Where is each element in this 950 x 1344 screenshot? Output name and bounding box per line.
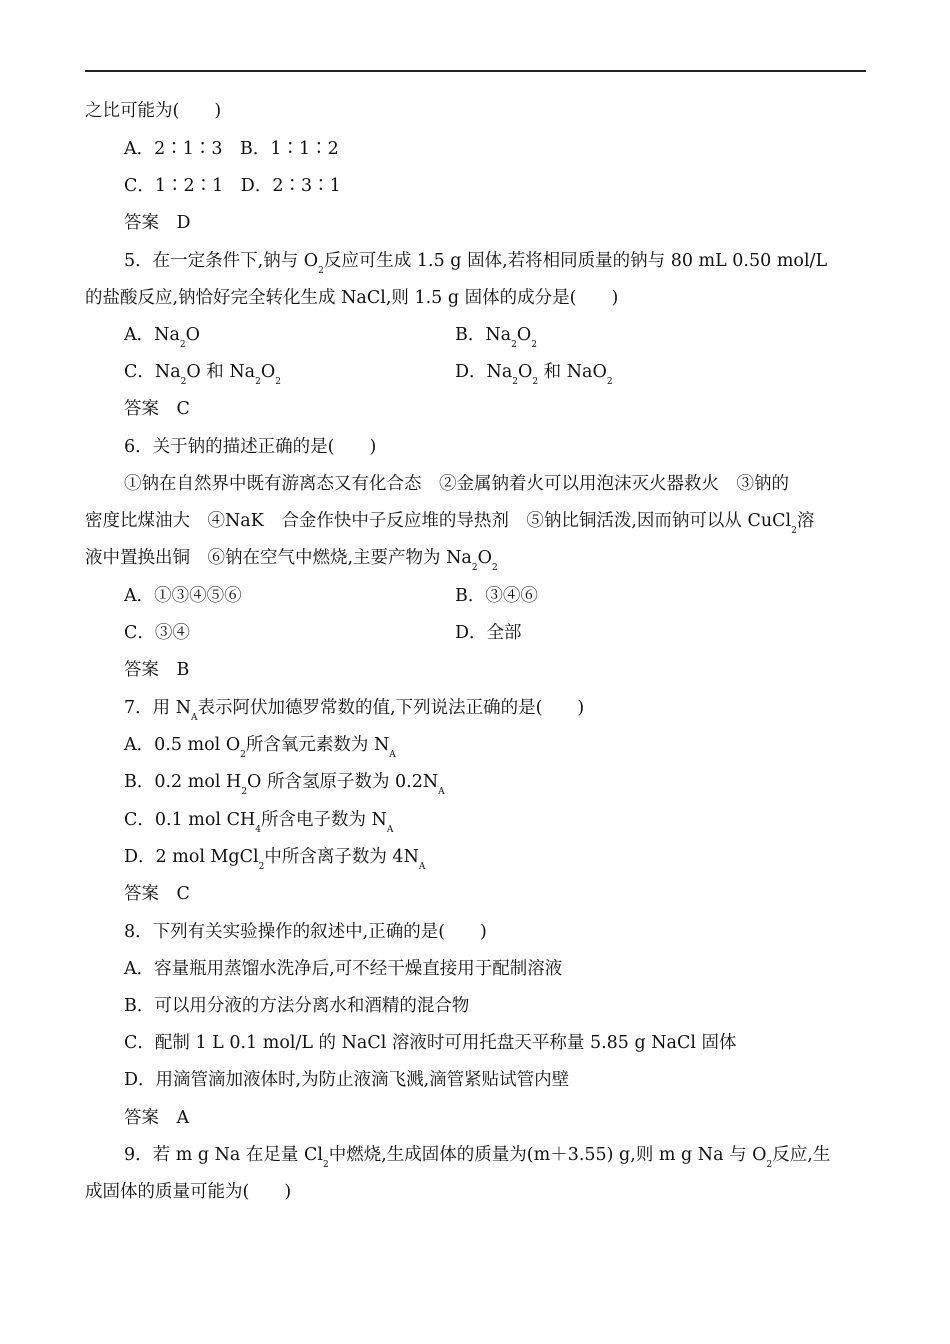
q6-statements-line2: 密度比煤油大 ④NaK 合金作快中子反应堆的导热剂 ⑤钠比铜活泼,因而钠可以从 CuCl$_2$溶: [85, 511, 815, 536]
q4-options-ab: A．2∶1∶3 B．1∶1∶2: [124, 139, 339, 159]
q5-stem-line1: 5．在一定条件下,钠与 $O_2$反应可生成 1.5 g 固体,若将相同质量的钠与 80 mL 0.50 mol/L: [124, 251, 828, 276]
q7-answer: 答案 C: [124, 884, 190, 904]
q7-option-a: A．0.5 mol $O_2$所含氧元素数为 $N_A$: [124, 735, 396, 760]
q8-answer: 答案 A: [124, 1108, 190, 1128]
q6-statements-line1: ①钠在自然界中既有游离态又有化合态 ②金属钠着火可以用泡沫灭火器救火 ③钠的: [124, 474, 789, 494]
q6-option-c: C．③④: [124, 623, 190, 643]
q6-answer: 答案 B: [124, 660, 190, 680]
q7-stem: 7．用 $N_A$表示阿伏加德罗常数的值,下列说法正确的是( ): [124, 698, 585, 723]
q6-option-b: B．③④⑥: [455, 586, 538, 606]
q4-answer: 答案 D: [124, 213, 191, 233]
q5-answer: 答案 C: [124, 399, 190, 419]
q6-option-d: D．全部: [455, 623, 522, 643]
q8-option-c: C．配制 1 L 0.1 mol/L 的 NaCl 溶液时可用托盘天平称量 5.85 g NaCl 固体: [124, 1033, 737, 1053]
q9-stem-line2: 成固体的质量可能为( ): [85, 1182, 292, 1202]
q7-option-b: B．0.2 mol $H_2O$ 所含氢原子数为 $0.2N_A$: [124, 772, 445, 797]
q6-option-a: A．①③④⑤⑥: [124, 586, 242, 606]
q5-option-d: D．$Na_2O_2$ 和 NaO$_2$: [455, 362, 613, 387]
q5-option-a: A．$Na_2O$: [124, 325, 200, 350]
q7-option-c: C．0.1 mol $CH_4$所含电子数为 $N_A$: [124, 810, 394, 835]
q8-stem: 8．下列有关实验操作的叙述中,正确的是( ): [124, 922, 487, 942]
q4-options-cd: C．1∶2∶1 D．2∶3∶1: [124, 176, 341, 196]
q5-stem-line2: 的盐酸反应,钠恰好完全转化生成 NaCl,则 1.5 g 固体的成分是( ): [85, 288, 619, 308]
q6-statements-line3: 液中置换出铜 ⑥钠在空气中燃烧,主要产物为 $Na_2O_2$: [85, 548, 498, 573]
q7-option-d: D．2 mol MgCl$_2$中所含离子数为 $4N_A$: [124, 847, 426, 872]
q6-stem: 6．关于钠的描述正确的是( ): [124, 437, 377, 457]
q8-option-b: B．可以用分液的方法分离水和酒精的混合物: [124, 996, 470, 1016]
q9-stem-line1: 9．若 m g Na 在足量 $Cl_2$中燃烧,生成固体的质量为(m＋3.55) g,则 m g Na 与 $O_2$反应,生: [124, 1145, 831, 1170]
q5-option-c: C．$Na_2O$ 和 $Na_2O_2$: [124, 362, 281, 387]
q8-option-a: A．容量瓶用蒸馏水洗净后,可不经干燥直接用于配制溶液: [124, 959, 563, 979]
header-rule: [85, 70, 866, 72]
question-continuation: 之比可能为( ): [85, 101, 222, 121]
q8-option-d: D．用滴管滴加液体时,为防止液滴飞溅,滴管紧贴试管内壁: [124, 1070, 570, 1090]
q5-option-b: B．$Na_2O_2$: [455, 325, 537, 350]
